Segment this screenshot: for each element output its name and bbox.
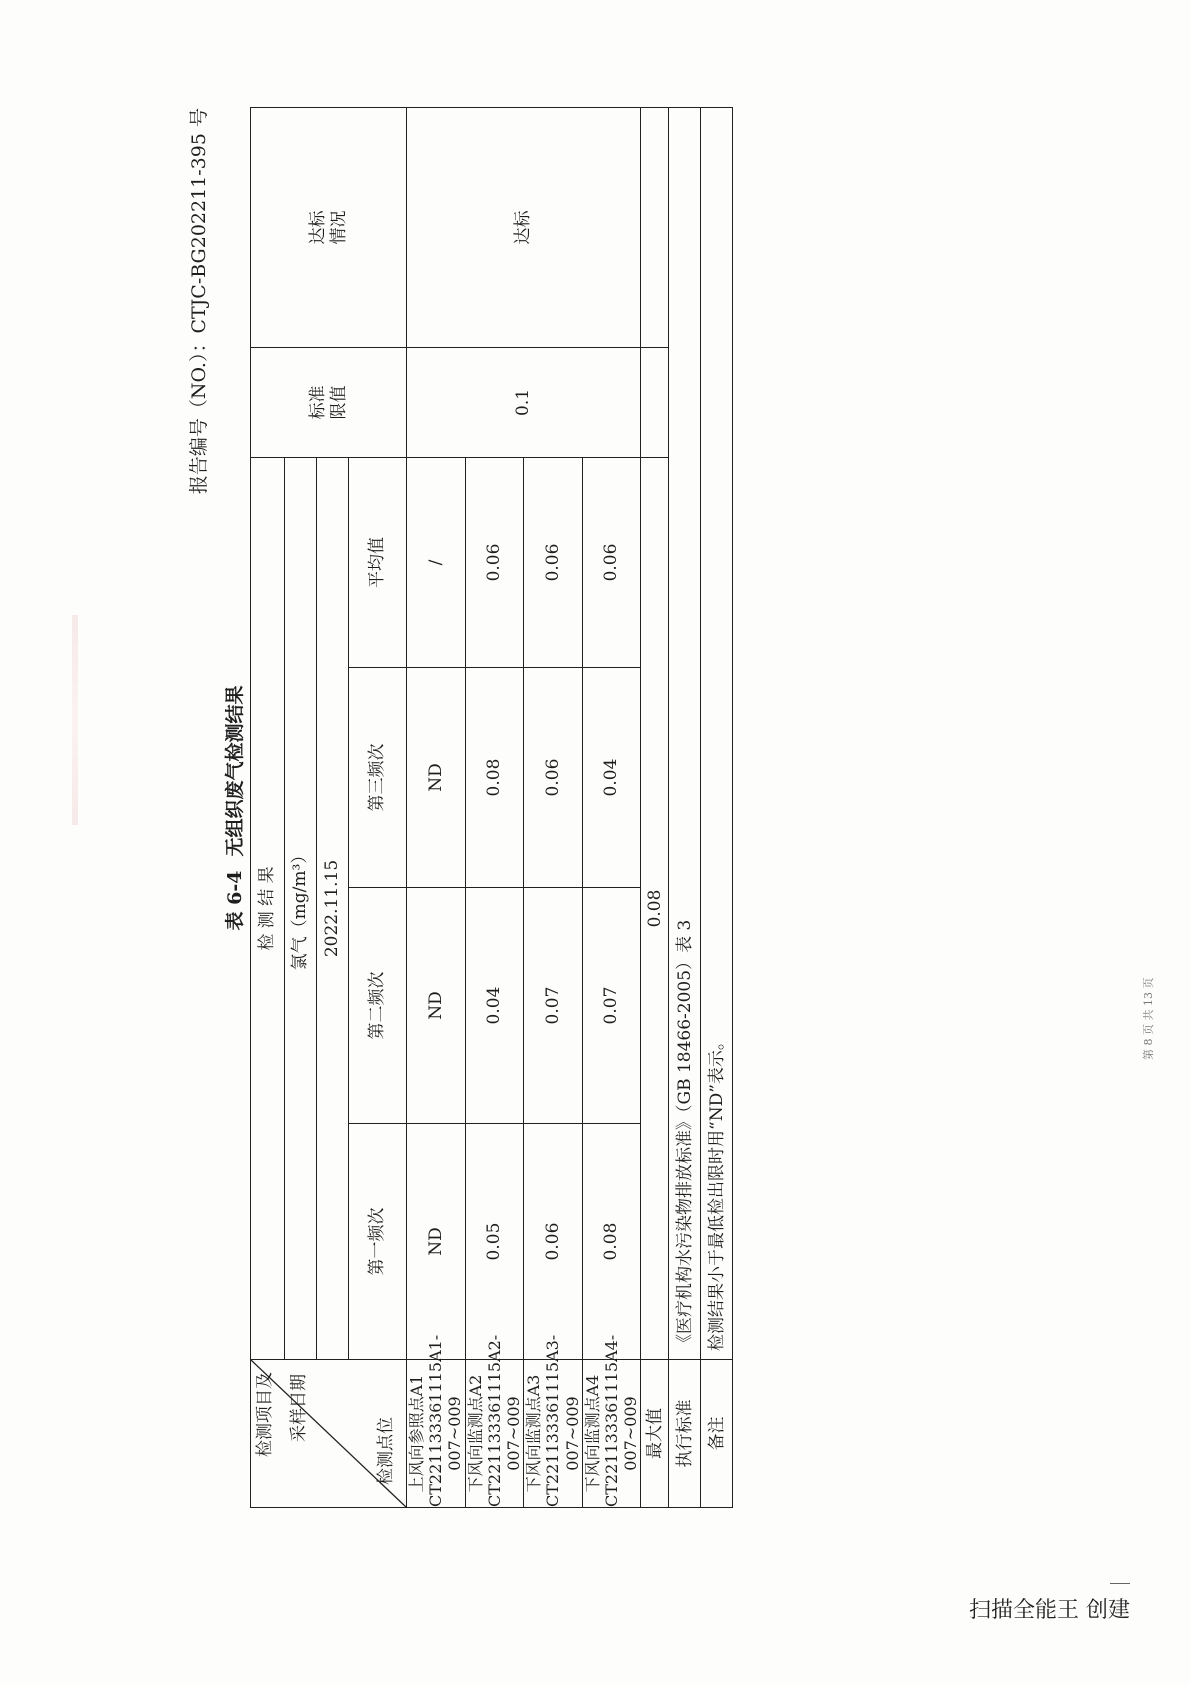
site-name: 上风向参照点A1 xyxy=(407,1374,426,1493)
value-cell: ND xyxy=(407,1124,466,1360)
value-cell: 0.05 xyxy=(465,1124,524,1360)
value-cell: 0.08 xyxy=(465,668,524,888)
table-row xyxy=(407,107,466,1507)
site-name: 下风向监测点A2 xyxy=(465,1374,485,1493)
avg-cell: 0.06 xyxy=(582,457,641,667)
value-cell: 0.06 xyxy=(524,668,583,888)
rotated-document xyxy=(188,108,727,1508)
results-table xyxy=(250,107,733,1508)
site-cell xyxy=(582,1334,641,1508)
site-code: CT221133361115A1-007~009 xyxy=(426,1334,465,1507)
page-footer: 第 8 页 共 13 页 xyxy=(1142,977,1155,1060)
max-status-empty xyxy=(641,107,669,347)
status-value: 达标 xyxy=(407,107,641,347)
value-cell: 0.08 xyxy=(582,1124,641,1360)
max-limit-empty xyxy=(641,347,669,457)
table-title: 无组织废气检测结果 xyxy=(224,685,246,857)
site-name: 下风向监测点A3 xyxy=(524,1374,544,1493)
freq-1-header: 第一频次 xyxy=(349,1124,407,1360)
table-caption xyxy=(220,108,247,1508)
max-label: 最大值 xyxy=(641,1360,669,1508)
max-value: 0.08 xyxy=(641,457,669,1359)
value-cell: 0.06 xyxy=(524,1124,583,1360)
value-cell: 0.07 xyxy=(524,888,583,1124)
site-cell xyxy=(524,1334,583,1508)
site-code: CT221133361115A3-007~009 xyxy=(543,1334,582,1507)
limit-header: 标准 限值 xyxy=(251,347,407,457)
table-number: 表 6-4 xyxy=(224,870,246,931)
header-date-label: 采样日期 xyxy=(289,1374,309,1442)
standard-text: 《医疗机构水污染物排放标准》（GB 18466-2005）表 3 xyxy=(669,107,701,1359)
avg-header: 平均值 xyxy=(349,457,407,667)
remark-text: 检测结果小于最低检出限时用“ND”表示。 xyxy=(701,107,733,1359)
site-name: 下风向监测点A4 xyxy=(582,1374,602,1493)
value-cell: 0.07 xyxy=(582,888,641,1124)
site-code: CT221133361115A4-007~009 xyxy=(601,1334,641,1507)
site-code: CT221133361115A2-007~009 xyxy=(484,1334,523,1507)
edge-stain xyxy=(72,615,78,825)
scanner-mark xyxy=(1110,1583,1130,1584)
header-site-label: 检测点位 xyxy=(375,1417,396,1485)
avg-cell: 0.06 xyxy=(524,457,583,667)
date-header: 2022.11.15 xyxy=(317,457,349,1359)
value-cell: ND xyxy=(407,668,466,888)
standard-row xyxy=(669,107,701,1507)
limit-value: 0.1 xyxy=(407,347,641,457)
report-number: 报告编号（NO.）：CTJC-BG202211-395 号 xyxy=(188,108,210,495)
status-header: 达标 情况 xyxy=(251,107,407,347)
value-cell: 0.04 xyxy=(582,668,641,888)
result-header: 检 测 结 果 xyxy=(251,457,285,1359)
remark-label: 备注 xyxy=(701,1360,733,1508)
site-cell xyxy=(407,1334,466,1508)
standard-label: 执行标准 xyxy=(669,1360,701,1508)
value-cell: 0.04 xyxy=(465,888,524,1124)
value-cell: ND xyxy=(407,888,466,1124)
avg-cell: 0.06 xyxy=(465,457,524,667)
site-cell xyxy=(465,1334,524,1508)
header-diagonal-cell xyxy=(251,1360,407,1508)
scanner-watermark: 扫描全能王 创建 xyxy=(969,1598,1130,1623)
pollutant-header: 氯气（mg/m³） xyxy=(285,457,317,1359)
avg-cell: / xyxy=(407,457,466,667)
freq-3-header: 第三频次 xyxy=(349,668,407,888)
remark-row xyxy=(701,107,733,1507)
max-row xyxy=(641,107,669,1507)
header-item-label: 检测项目及 xyxy=(255,1372,275,1457)
freq-2-header: 第二频次 xyxy=(349,888,407,1124)
